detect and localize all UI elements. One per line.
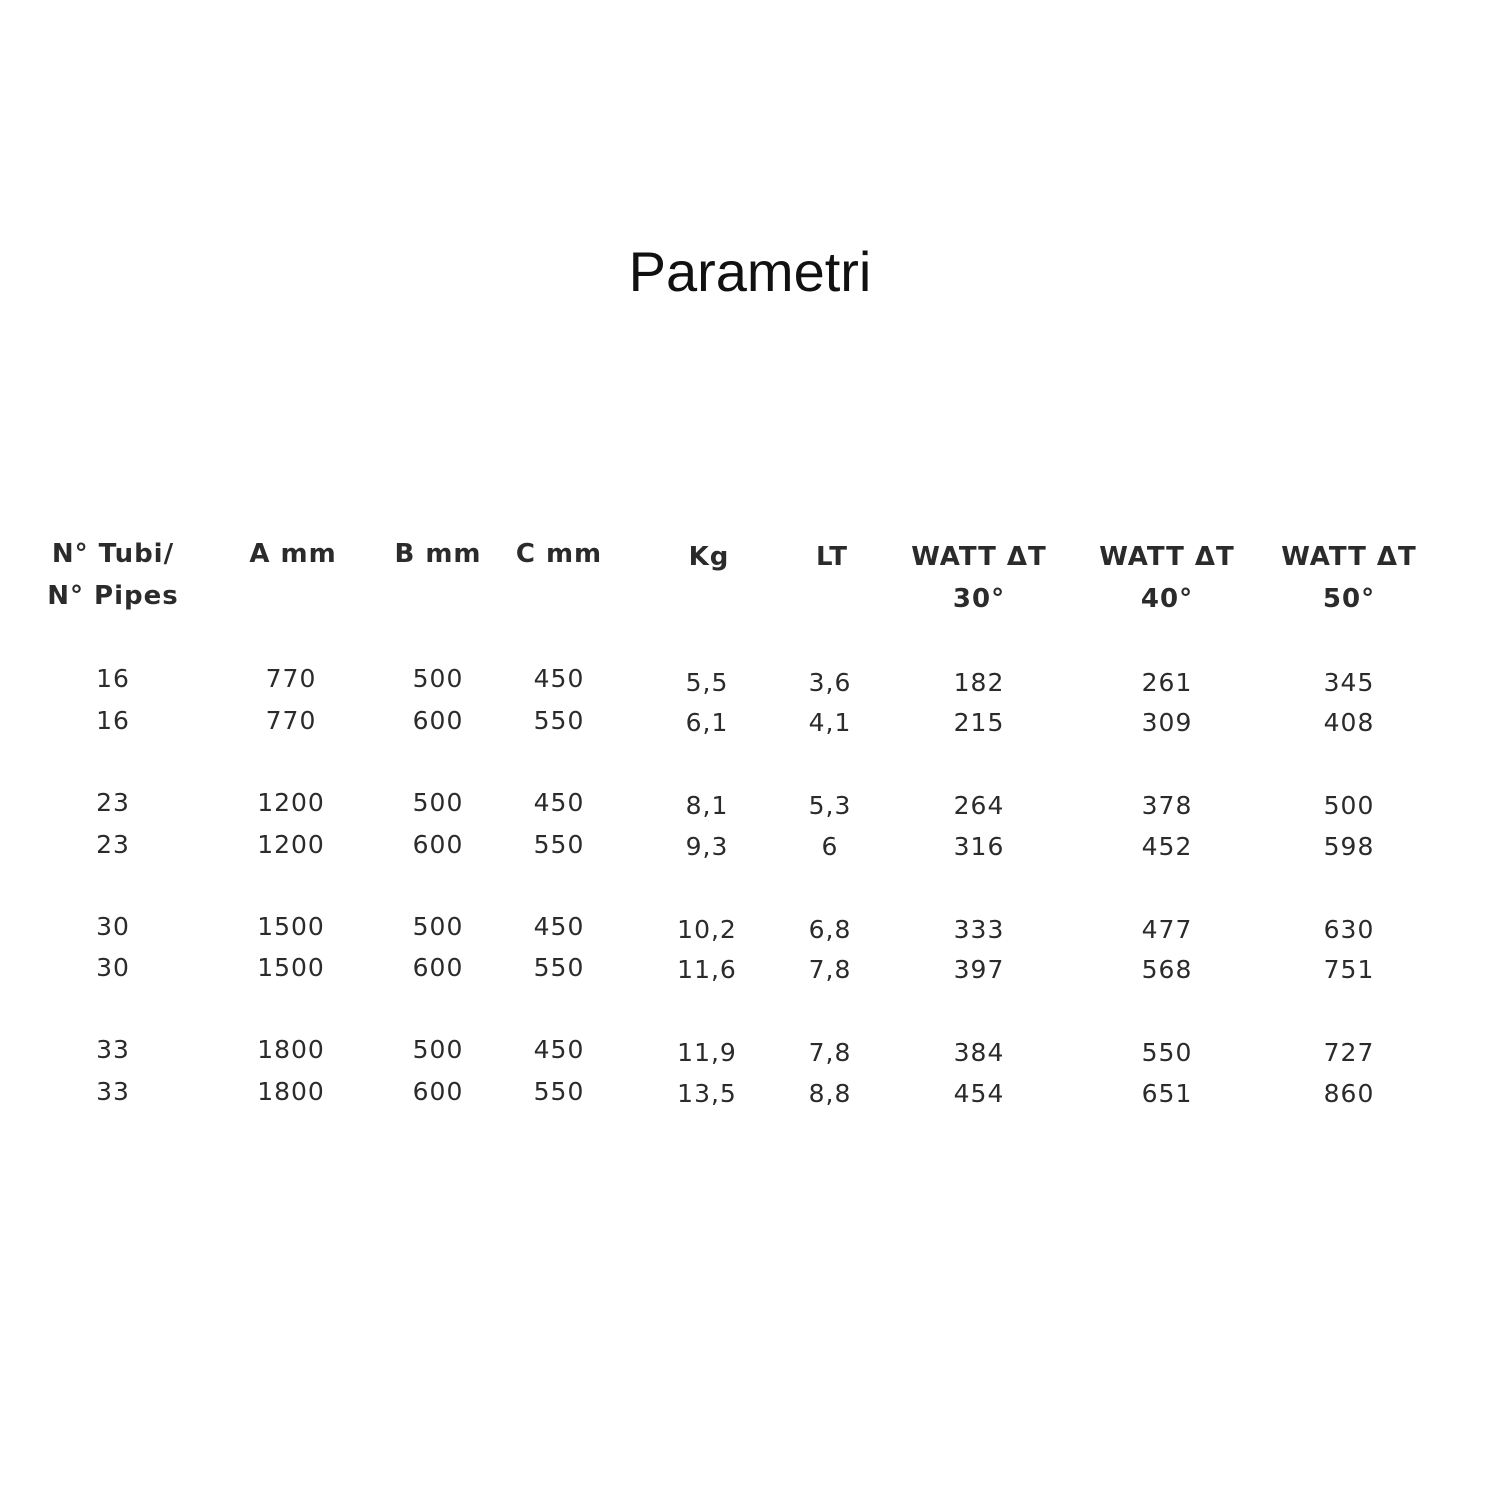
header-a-mm: [249, 533, 336, 575]
cell-b-mm: 500: [412, 912, 464, 941]
cell-a-mm: 1800: [257, 1077, 325, 1106]
cell-c-mm: 550: [533, 706, 585, 735]
header-c-mm-label: C mm: [515, 539, 603, 569]
cell-kg: 13,5: [677, 1079, 737, 1108]
header-lt: [816, 536, 848, 578]
cell-kg: 5,5: [685, 668, 729, 697]
header-watt-40-line2: 40°: [1140, 584, 1194, 614]
cell-lt: 6: [821, 832, 839, 861]
cell-c-mm: 450: [533, 1035, 585, 1064]
cell-pipes: 30: [96, 912, 130, 941]
cell-a-mm: 1500: [257, 912, 325, 941]
cell-watt-30: 454: [953, 1079, 1005, 1108]
cell-watt-30: 384: [953, 1038, 1005, 1067]
header-watt-40-line1: WATT ΔT: [1099, 542, 1235, 572]
cell-watt-30: 215: [953, 708, 1005, 737]
cell-watt-30: 397: [953, 955, 1005, 984]
cell-pipes: 23: [96, 830, 130, 859]
cell-watt-30: 264: [953, 791, 1005, 820]
header-watt-50-line2: 50°: [1322, 584, 1376, 614]
header-b-mm-label: B mm: [394, 539, 482, 569]
cell-watt-40: 651: [1141, 1079, 1193, 1108]
header-watt-30: [911, 536, 1047, 620]
cell-watt-30: 333: [953, 915, 1005, 944]
cell-kg: 9,3: [685, 832, 729, 861]
cell-kg: 10,2: [677, 915, 737, 944]
cell-lt: 4,1: [808, 708, 852, 737]
cell-b-mm: 500: [412, 1035, 464, 1064]
cell-kg: 11,6: [677, 955, 737, 984]
cell-c-mm: 450: [533, 912, 585, 941]
cell-c-mm: 550: [533, 953, 585, 982]
cell-c-mm: 550: [533, 1077, 585, 1106]
cell-watt-50: 598: [1323, 832, 1375, 861]
cell-pipes: 16: [96, 706, 130, 735]
cell-watt-40: 261: [1141, 668, 1193, 697]
cell-watt-40: 452: [1141, 832, 1193, 861]
header-pipes-line1: N° Tubi/: [51, 539, 175, 569]
header-b-mm: [394, 533, 481, 575]
header-kg: [689, 536, 730, 578]
cell-lt: 6,8: [808, 915, 852, 944]
header-watt-50-line1: WATT ΔT: [1281, 542, 1417, 572]
cell-pipes: 30: [96, 953, 130, 982]
cell-a-mm: 1200: [257, 830, 325, 859]
cell-b-mm: 600: [412, 953, 464, 982]
header-kg-label: Kg: [688, 542, 730, 572]
cell-lt: 7,8: [808, 955, 852, 984]
header-pipes-line2: N° Pipes: [47, 581, 179, 611]
cell-lt: 7,8: [808, 1038, 852, 1067]
cell-b-mm: 500: [412, 664, 464, 693]
cell-watt-50: 751: [1323, 955, 1375, 984]
cell-watt-50: 630: [1323, 915, 1375, 944]
header-pipes: [47, 533, 179, 617]
cell-lt: 3,6: [808, 668, 852, 697]
cell-watt-30: 182: [953, 668, 1005, 697]
cell-a-mm: 1200: [257, 788, 325, 817]
cell-watt-50: 860: [1323, 1079, 1375, 1108]
header-c-mm: [516, 533, 602, 575]
cell-kg: 8,1: [685, 791, 729, 820]
header-a-mm-label: A mm: [249, 539, 337, 569]
cell-lt: 5,3: [808, 791, 852, 820]
cell-watt-40: 550: [1141, 1038, 1193, 1067]
cell-watt-50: 500: [1323, 791, 1375, 820]
cell-kg: 6,1: [685, 708, 729, 737]
cell-watt-50: 408: [1323, 708, 1375, 737]
header-watt-40: [1099, 536, 1235, 620]
header-watt-50: [1281, 536, 1417, 620]
header-watt-30-line1: WATT ΔT: [911, 542, 1047, 572]
cell-watt-40: 568: [1141, 955, 1193, 984]
cell-c-mm: 450: [533, 788, 585, 817]
cell-watt-40: 309: [1141, 708, 1193, 737]
cell-a-mm: 770: [265, 664, 317, 693]
cell-c-mm: 450: [533, 664, 585, 693]
cell-pipes: 33: [96, 1035, 130, 1064]
cell-b-mm: 500: [412, 788, 464, 817]
cell-c-mm: 550: [533, 830, 585, 859]
header-lt-label: LT: [816, 542, 848, 572]
header-watt-30-line2: 30°: [952, 584, 1006, 614]
page-title: Parametri: [628, 240, 872, 303]
cell-watt-50: 345: [1323, 668, 1375, 697]
cell-kg: 11,9: [677, 1038, 737, 1067]
cell-pipes: 16: [96, 664, 130, 693]
cell-pipes: 33: [96, 1077, 130, 1106]
cell-lt: 8,8: [808, 1079, 852, 1108]
cell-a-mm: 1800: [257, 1035, 325, 1064]
cell-watt-50: 727: [1323, 1038, 1375, 1067]
cell-b-mm: 600: [412, 830, 464, 859]
cell-b-mm: 600: [412, 706, 464, 735]
cell-watt-40: 477: [1141, 915, 1193, 944]
cell-a-mm: 770: [265, 706, 317, 735]
cell-watt-40: 378: [1141, 791, 1193, 820]
cell-b-mm: 600: [412, 1077, 464, 1106]
cell-a-mm: 1500: [257, 953, 325, 982]
cell-watt-30: 316: [953, 832, 1005, 861]
cell-pipes: 23: [96, 788, 130, 817]
